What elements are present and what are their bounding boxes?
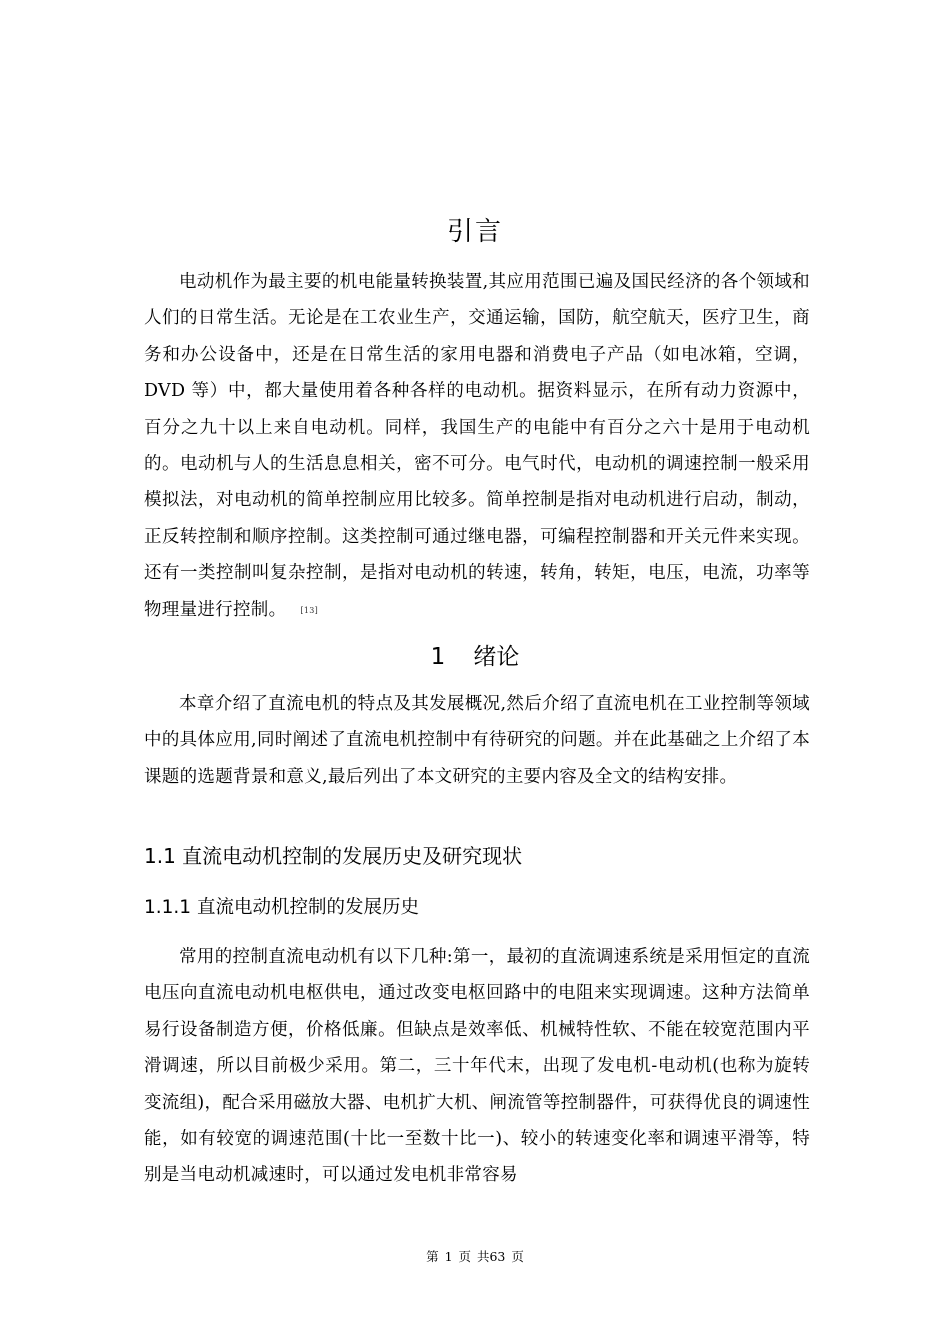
citation-reference: [13] [300, 605, 319, 615]
intro-title: 引言 [446, 217, 503, 247]
chapter-title [0, 640, 950, 674]
intro-paragraph [144, 264, 810, 631]
chapter-paragraph: 本章介绍了直流电机的特点及其发展概况,然后介绍了直流电机在工业控制等领域中的具体应用,同时阐述了直流电机控制中有待研究的问题。并在此基础之上介绍了本课题的选题背景和意义,最后列出了本文研究的主要内容及全文的结构安排。 [144, 694, 810, 787]
page-footer: 第 1 页 共63 页 [426, 1249, 524, 1264]
history-paragraph: 常用的控制直流电动机有以下几种:第一，最初的直流调速系统是采用恒定的直流电压向直流电动机电枢供电，通过改变电枢回路中的电阻来实现调速。这种方法简单易行设备制造方便，价格低廉。但缺点是效率低、机械特性软、不能在较宽范围内平滑调速，所以目前极少采用。第二，三十年代末，出现了发电机-电动机(也称为旋转变流组)，配合采用磁放大器、电机扩大机、闸流管等控制器件，可获得优良的调速性能，如有较宽的调速范围(十比一至数十比一)、较小的转速变化率和调速平滑等，特别是当电动机减速时，可以通过发电机非常容易 [144, 947, 810, 1186]
chapter-title-text: 绪论 [473, 644, 520, 670]
section-heading-1-1-1: 1.1.1 直流电动机控制的发展历史 [144, 897, 419, 918]
intro-paragraph-text: 电动机作为最主要的机电能量转换装置,其应用范围已遍及国民经济的各个领域和人们的日常生活。无论是在工农业生产，交通运输，国防，航空航天，医疗卫生，商务和办公设备中，还是在日常生活的家用电器和消费电子产品（如电冰箱，空调，DVD 等）中，都大量使用着各种各样的电动机。据资料显示，在所有动力资源中，百分之九十以上来自电动机。同样，我国生产的电能中有百分之六十是用于电动机的。电动机与人的生活息息相关，密不可分。电气时代，电动机的调速控制一般采用模拟法，对电动机的简单控制应用比较多。简单控制是指对电动机进行启动，制动，正反转控制和顺序控制。这类控制可通过继电器，可编程控制器和开关元件来实现。还有一类控制叫复杂控制，是指对电动机的转速，转角，转矩，电压，电流，功率等物理量进行控制。 [144, 272, 810, 620]
section-heading-1-1: 1.1 直流电动机控制的发展历史及研究现状 [144, 844, 523, 868]
chapter-number: 1 [430, 644, 446, 670]
